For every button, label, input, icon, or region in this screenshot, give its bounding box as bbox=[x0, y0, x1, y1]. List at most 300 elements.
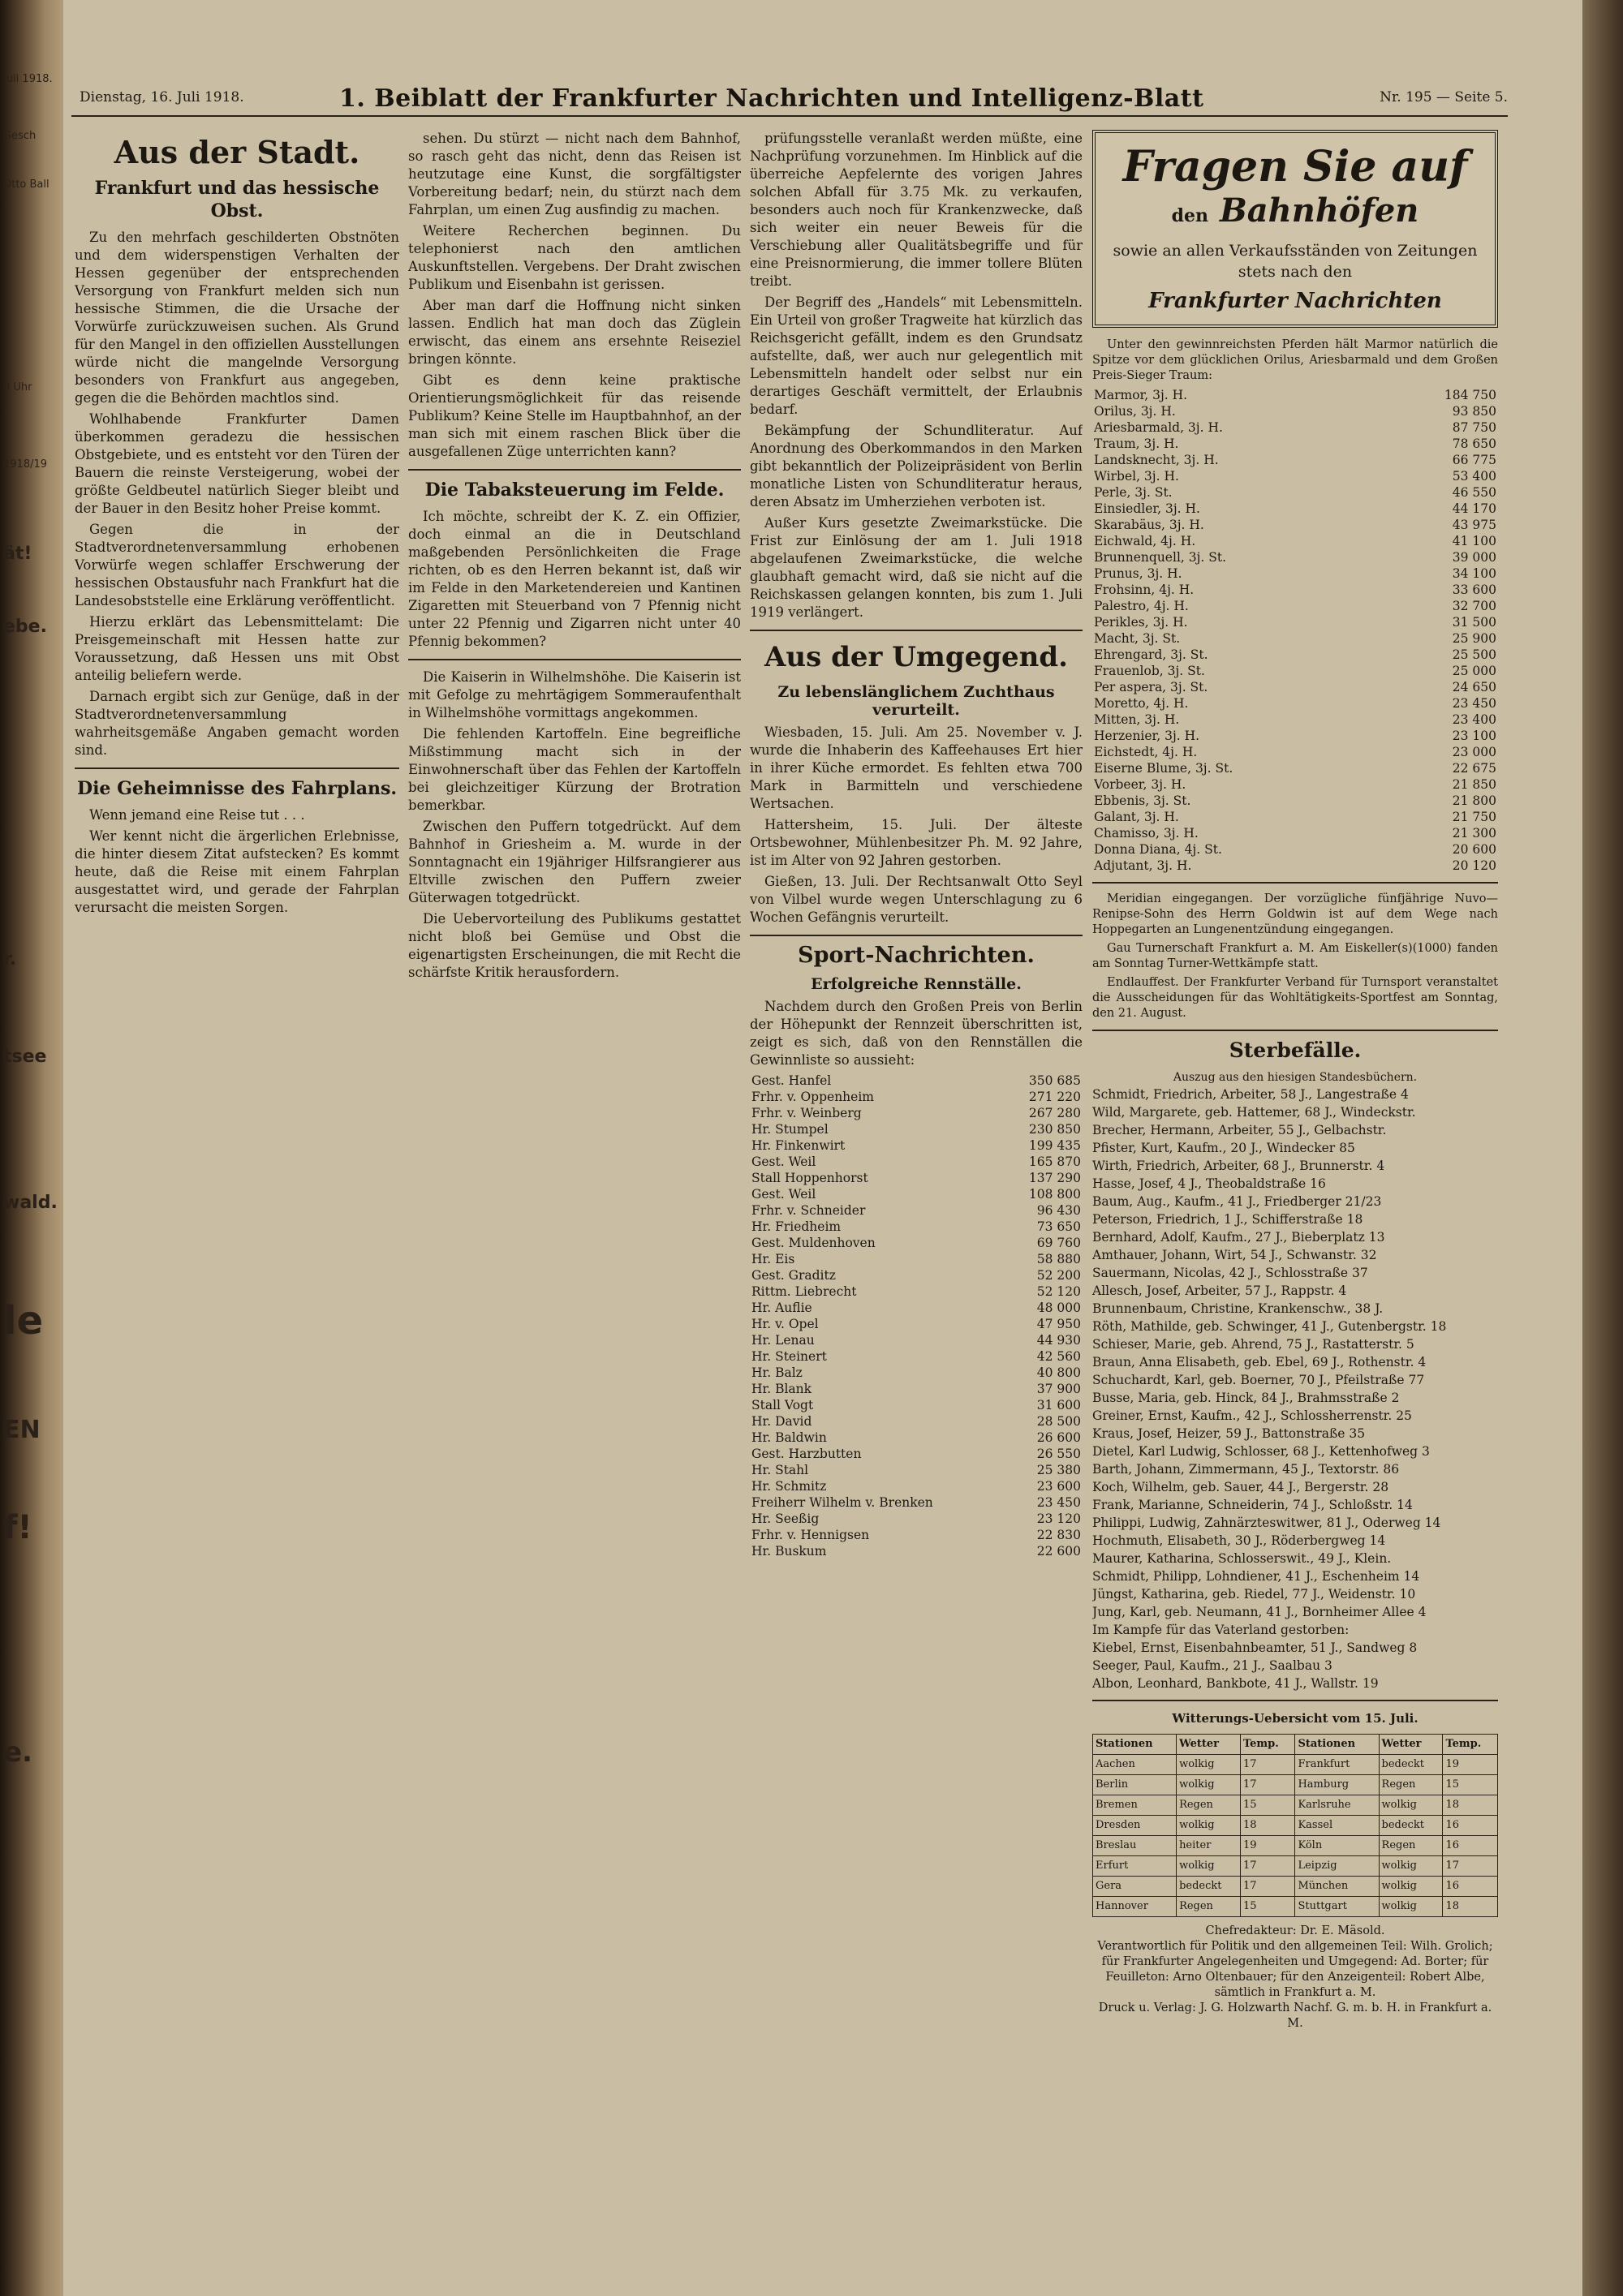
list-item bbox=[750, 1430, 1083, 1446]
weather-cell: Bremen bbox=[1093, 1795, 1177, 1816]
divider bbox=[1092, 882, 1498, 884]
spine-fragment: 1918/19 bbox=[3, 458, 48, 471]
weather-cell: München bbox=[1295, 1877, 1379, 1897]
stable-value: 28 500 bbox=[1036, 1414, 1081, 1429]
weather-cell: wolkig bbox=[1379, 1897, 1443, 1917]
horse-value: 184 750 bbox=[1444, 388, 1496, 402]
list-item bbox=[1092, 468, 1498, 484]
issue-date: Dienstag, 16. Juli 1918. bbox=[80, 89, 244, 105]
horse-value: 93 850 bbox=[1452, 404, 1496, 419]
stable-name: Frhr. v. Weinberg bbox=[751, 1106, 862, 1120]
death-entry: Peterson, Friedrich, 1 J., Schifferstraße 18 bbox=[1092, 1212, 1363, 1227]
horse-name: Frauenlob, 3j. St. bbox=[1094, 664, 1205, 678]
stable-value: 44 930 bbox=[1036, 1333, 1081, 1348]
list-item bbox=[750, 1154, 1083, 1170]
weather-cell: Köln bbox=[1295, 1836, 1379, 1856]
horse-name: Ebbenis, 3j. St. bbox=[1094, 793, 1191, 808]
advertisement-box bbox=[1092, 130, 1498, 328]
spine-fragment: wald. bbox=[3, 1193, 58, 1213]
list-item bbox=[750, 1121, 1083, 1137]
list-item bbox=[750, 1105, 1083, 1121]
death-entry: Jung, Karl, geb. Neumann, 41 J., Bornheimer Allee 4 bbox=[1092, 1605, 1427, 1619]
spine-fragment: Otto Ball bbox=[3, 178, 50, 191]
article-paragraph: Hattersheim, 15. Juli. Der älteste Ortsbewohner, Mühlenbesitzer Ph. M. 92 Jahre, ist im Alter von 92 Jahren gestorben. bbox=[750, 817, 1083, 868]
weather-cell: wolkig bbox=[1379, 1795, 1443, 1816]
weather-cell: 18 bbox=[1240, 1816, 1295, 1836]
stable-value: 69 760 bbox=[1036, 1236, 1081, 1250]
weather-cell: bedeckt bbox=[1177, 1877, 1241, 1897]
horse-name: Adjutant, 3j. H. bbox=[1094, 858, 1192, 873]
stable-name: Frhr. v. Oppenheim bbox=[751, 1090, 874, 1104]
horse-value: 25 000 bbox=[1452, 664, 1496, 678]
column-4 bbox=[1092, 130, 1498, 2255]
death-entry: Greiner, Ernst, Kaufm., 42 J., Schlossherrenstr. 25 bbox=[1092, 1408, 1412, 1423]
death-entry: Allesch, Josef, Arbeiter, 57 J., Rappstr. 4 bbox=[1092, 1283, 1347, 1298]
divider bbox=[1092, 1030, 1498, 1031]
article-paragraph: Wer kennt nicht die ärgerlichen Erlebnisse, die hinter diesem Zitat aufstecken? Es kommt heute, daß die Reise mit einem Fahrplan ausgestattet wird, und gerade der Fahrplan verursacht die meisten Sorgen. bbox=[75, 828, 399, 915]
list-item bbox=[1092, 582, 1498, 598]
horse-name: Frohsinn, 4j. H. bbox=[1094, 583, 1195, 597]
list-item bbox=[750, 1348, 1083, 1365]
list-item bbox=[1092, 533, 1498, 549]
stable-name: Hr. David bbox=[751, 1414, 812, 1429]
weather-cell: Stuttgart bbox=[1295, 1897, 1379, 1917]
article-paragraph: Weitere Recherchen beginnen. Du telephonierst nach den amtlichen Auskunftstellen. Vergebens. Der Draht zwischen Publikum und Eisenbahn ist gerissen. bbox=[408, 223, 741, 292]
horse-name: Eiserne Blume, 3j. St. bbox=[1094, 761, 1233, 776]
news-item: Zwischen den Puffern totgedrückt. Auf dem Bahnhof in Griesheim a. M. wurde in der Sonntagnacht ein 19jähriger Hilfsrangierer aus Eltville zwischen den Puffern zweier Güterwagen totgedrückt. bbox=[408, 819, 741, 905]
horse-value: 25 900 bbox=[1452, 631, 1496, 646]
weather-cell: Regen bbox=[1379, 1836, 1443, 1856]
article-paragraph: Gau Turnerschaft Frankfurt a. M. Am Eiskeller(s)(1000) fanden am Sonntag Turner-Wettkämpfe statt. bbox=[1092, 942, 1498, 970]
stable-value: 22 600 bbox=[1036, 1544, 1081, 1559]
horse-name: Skarabäus, 3j. H. bbox=[1094, 518, 1204, 532]
stable-name: Gest. Graditz bbox=[751, 1268, 836, 1283]
column-1 bbox=[75, 130, 399, 2255]
death-entry: Frank, Marianne, Schneiderin, 74 J., Schloßstr. 14 bbox=[1092, 1498, 1413, 1512]
stable-value: 31 600 bbox=[1036, 1398, 1081, 1412]
death-entry: Kraus, Josef, Heizer, 59 J., Battonstraße 35 bbox=[1092, 1426, 1366, 1441]
weather-header: Stationen bbox=[1295, 1735, 1379, 1755]
spine-fragment: ebe. bbox=[3, 617, 47, 637]
weather-cell: Leipzig bbox=[1295, 1856, 1379, 1877]
list-item bbox=[750, 1202, 1083, 1219]
stable-name: Hr. Auflie bbox=[751, 1301, 812, 1315]
table-row bbox=[1093, 1755, 1498, 1775]
divider bbox=[75, 767, 399, 769]
horse-name: Eichwald, 4j. H. bbox=[1094, 534, 1196, 548]
stable-name: Gest. Hanfel bbox=[751, 1073, 832, 1088]
weather-header: Temp. bbox=[1240, 1735, 1295, 1755]
article-paragraph: Wenn jemand eine Reise tut . . . bbox=[89, 807, 305, 823]
stable-value: 37 900 bbox=[1036, 1382, 1081, 1396]
article-paragraph: Gibt es denn keine praktische Orientierungsmöglichkeit für das reisende Publikum? Keine Stelle im Hauptbahnhof, an der man sich mit einem raschen Blick über die ausgefallenen Züge unterrichten kann? bbox=[408, 372, 741, 459]
divider bbox=[1092, 1700, 1498, 1701]
horse-name: Orilus, 3j. H. bbox=[1094, 404, 1176, 419]
list-item bbox=[750, 1446, 1083, 1462]
horse-value: 23 000 bbox=[1452, 745, 1496, 759]
spine-fragment: Juli 1918. bbox=[3, 73, 53, 85]
horse-value: 66 775 bbox=[1452, 453, 1496, 467]
death-entry: Bernhard, Adolf, Kaufm., 27 J., Bieberplatz 13 bbox=[1092, 1230, 1385, 1245]
stable-name: Rittm. Liebrecht bbox=[751, 1284, 857, 1299]
stable-value: 58 880 bbox=[1036, 1252, 1081, 1266]
horse-name: Chamisso, 3j. H. bbox=[1094, 826, 1199, 841]
stable-value: 73 650 bbox=[1036, 1219, 1081, 1234]
list-item bbox=[750, 1494, 1083, 1511]
table-row bbox=[1093, 1816, 1498, 1836]
horse-value: 22 675 bbox=[1452, 761, 1496, 776]
stable-name: Frhr. v. Hennigsen bbox=[751, 1528, 870, 1542]
horses-table bbox=[1092, 387, 1498, 874]
stable-name: Hr. Buskum bbox=[751, 1544, 827, 1559]
weather-cell: 16 bbox=[1443, 1816, 1498, 1836]
horse-value: 43 975 bbox=[1452, 518, 1496, 532]
death-entry: Maurer, Katharina, Schlosserswit., 49 J., Klein. bbox=[1092, 1551, 1392, 1566]
horse-name: Donna Diana, 4j. St. bbox=[1094, 842, 1222, 857]
list-item bbox=[1092, 858, 1498, 874]
stable-name: Hr. Blank bbox=[751, 1382, 812, 1396]
stable-value: 350 685 bbox=[1028, 1073, 1081, 1088]
death-entry: Hochmuth, Elisabeth, 30 J., Röderbergweg 14 bbox=[1092, 1533, 1386, 1548]
news-item: Die fehlenden Kartoffeln. Eine begreifliche Mißstimmung macht sich in der Einwohnerschaft über das Fehlen der Kartoffeln bei gleichzeitiger Kürzung der Brotration bemerkbar. bbox=[408, 726, 741, 813]
section-title: Sport-Nachrichten. bbox=[798, 943, 1035, 968]
weather-cell: 19 bbox=[1240, 1836, 1295, 1856]
weather-cell: Dresden bbox=[1093, 1816, 1177, 1836]
weather-cell: wolkig bbox=[1379, 1877, 1443, 1897]
list-item bbox=[1092, 501, 1498, 517]
weather-cell: Aachen bbox=[1093, 1755, 1177, 1775]
stable-name: Hr. Friedheim bbox=[751, 1219, 842, 1234]
weather-header: Temp. bbox=[1443, 1735, 1498, 1755]
weather-title: Witterungs-Uebersicht vom 15. Juli. bbox=[1172, 1711, 1419, 1726]
weather-cell: Regen bbox=[1177, 1897, 1241, 1917]
death-entry: Seeger, Paul, Kaufm., 21 J., Saalbau 3 bbox=[1092, 1658, 1332, 1673]
horse-name: Wirbel, 3j. H. bbox=[1094, 469, 1179, 484]
weather-cell: Hamburg bbox=[1295, 1775, 1379, 1795]
weather-cell: wolkig bbox=[1379, 1856, 1443, 1877]
spine-fragment: 8 Uhr bbox=[3, 381, 32, 393]
stable-value: 52 120 bbox=[1036, 1284, 1081, 1299]
horse-value: 44 170 bbox=[1452, 501, 1496, 516]
list-item bbox=[750, 1478, 1083, 1494]
weather-cell: Erfurt bbox=[1093, 1856, 1177, 1877]
article-paragraph: Bekämpfung der Schundliteratur. Auf Anordnung des Oberkommandos in den Marken gibt bekanntlich der Polizeipräsident von Berlin monatliche Listen von Schundliteratur heraus, deren Absatz im Umherziehen verboten ist. bbox=[750, 423, 1083, 510]
death-entry: Wild, Margarete, geb. Hattemer, 68 J., Windeckstr. bbox=[1092, 1105, 1416, 1120]
spine-fragment: le bbox=[3, 1298, 44, 1344]
ad-line: den bbox=[1171, 205, 1209, 226]
death-entry: Dietel, Karl Ludwig, Schlosser, 68 J., Kettenhofweg 3 bbox=[1092, 1444, 1430, 1459]
list-item bbox=[1092, 419, 1498, 436]
stable-value: 23 120 bbox=[1036, 1511, 1081, 1526]
death-entry: Amthauer, Johann, Wirt, 54 J., Schwanstr. 32 bbox=[1092, 1248, 1377, 1262]
spine-fragment: EN bbox=[3, 1416, 41, 1444]
article-paragraph: Meridian eingegangen. Der vorzügliche fünfjährige Nuvo—Renipse-Sohn des Herrn Goldwin ist auf dem Wege nach Hoppegarten an Lungenentzündung eingegangen. bbox=[1092, 892, 1498, 936]
list-item bbox=[750, 1251, 1083, 1267]
divider bbox=[750, 935, 1083, 936]
horse-value: 31 500 bbox=[1452, 615, 1496, 630]
page-title: 1. Beiblatt der Frankfurter Nachrichten und Intelligenz-Blatt bbox=[339, 84, 1204, 113]
deaths-list bbox=[1092, 1086, 1498, 1692]
stable-value: 23 450 bbox=[1036, 1495, 1081, 1510]
death-entry: Braun, Anna Elisabeth, geb. Ebel, 69 J., Rothenstr. 4 bbox=[1092, 1355, 1427, 1369]
list-item bbox=[750, 1381, 1083, 1397]
death-entry: Koch, Wilhelm, geb. Sauer, 44 J., Bergerstr. 28 bbox=[1092, 1480, 1389, 1494]
stable-value: 25 380 bbox=[1036, 1463, 1081, 1477]
weather-cell: 17 bbox=[1443, 1856, 1498, 1877]
spine-fragment: r. bbox=[3, 949, 17, 970]
list-item bbox=[750, 1267, 1083, 1283]
list-item bbox=[750, 1073, 1083, 1089]
horse-name: Moretto, 4j. H. bbox=[1094, 696, 1189, 711]
death-entry: Barth, Johann, Zimmermann, 45 J., Textorstr. 86 bbox=[1092, 1462, 1400, 1477]
horse-value: 34 100 bbox=[1452, 566, 1496, 581]
column-3 bbox=[750, 130, 1083, 2255]
book-spine-gutter bbox=[0, 0, 63, 2296]
weather-cell: 17 bbox=[1240, 1775, 1295, 1795]
list-item bbox=[1092, 825, 1498, 841]
list-item bbox=[1092, 728, 1498, 744]
horse-value: 21 850 bbox=[1452, 777, 1496, 792]
list-item bbox=[1092, 663, 1498, 679]
section-title: Aus der Umgegend. bbox=[764, 641, 1068, 673]
death-entry: Pfister, Kurt, Kaufm., 20 J., Windecker 85 bbox=[1092, 1141, 1355, 1155]
imprint-line: Druck u. Verlag: J. G. Holzwarth Nachf. G. m. b. H. in Frankfurt a. M. bbox=[1098, 2001, 1492, 2030]
stable-value: 23 600 bbox=[1036, 1479, 1081, 1494]
list-item bbox=[1092, 841, 1498, 858]
death-entry: Im Kampfe für das Vaterland gestorben: bbox=[1092, 1623, 1350, 1637]
death-entry: Philippi, Ludwig, Zahnärzteswitwer, 81 J., Oderweg 14 bbox=[1092, 1516, 1441, 1530]
list-item bbox=[750, 1219, 1083, 1235]
news-item: Die Uebervorteilung des Publikums gestattet nicht bloß bei Gemüse und Obst die eigenartigsten Erscheinungen, die mit Recht die schärfste Kritik herausfordern. bbox=[408, 911, 741, 980]
list-item bbox=[1092, 565, 1498, 582]
spine-fragment: e. bbox=[3, 1736, 32, 1769]
section-subtitle: Auszug aus den hiesigen Standesbüchern. bbox=[1173, 1071, 1418, 1084]
list-item bbox=[750, 1316, 1083, 1332]
stable-value: 108 800 bbox=[1028, 1187, 1081, 1202]
stable-value: 26 550 bbox=[1036, 1447, 1081, 1461]
article-headline: Erfolgreiche Rennställe. bbox=[811, 975, 1022, 993]
article-paragraph: Ich möchte, schreibt der K. Z. ein Offizier, doch einmal an die in Deutschland maßgebenden Persönlichkeiten die Frage richten, ob es den Herren bekannt ist, daß wir im Felde in den Marketendereien und Kantinen Zigaretten mit Steuerband von 7 Pfennig nicht unter 22 Pfennig und Zigarren nicht unter 40 Pfennig bekommen? bbox=[408, 509, 741, 649]
list-item bbox=[1092, 549, 1498, 565]
table-row bbox=[1093, 1856, 1498, 1877]
horse-value: 23 100 bbox=[1452, 729, 1496, 743]
list-item bbox=[750, 1365, 1083, 1381]
table-row bbox=[1093, 1795, 1498, 1816]
death-entry: Brunnenbaum, Christine, Krankenschw., 38 J. bbox=[1092, 1301, 1384, 1316]
stable-value: 26 600 bbox=[1036, 1430, 1081, 1445]
divider bbox=[750, 630, 1083, 631]
list-item bbox=[1092, 598, 1498, 614]
stable-name: Gest. Harzbutten bbox=[751, 1447, 862, 1461]
stable-name: Stall Vogt bbox=[751, 1398, 814, 1412]
stable-name: Gest. Muldenhoven bbox=[751, 1236, 876, 1250]
list-item bbox=[750, 1332, 1083, 1348]
death-entry: Schuchardt, Karl, geb. Boerner, 70 J., Pfeilstraße 77 bbox=[1092, 1373, 1425, 1387]
page-number: Nr. 195 — Seite 5. bbox=[1380, 89, 1508, 105]
weather-cell: bedeckt bbox=[1379, 1755, 1443, 1775]
list-item bbox=[1092, 647, 1498, 663]
weather-cell: wolkig bbox=[1177, 1755, 1241, 1775]
imprint-line: Chefredakteur: Dr. E. Mäsold. bbox=[1205, 1924, 1385, 1937]
stable-value: 271 220 bbox=[1028, 1090, 1081, 1104]
list-item bbox=[1092, 436, 1498, 452]
stable-name: Hr. Baldwin bbox=[751, 1430, 827, 1445]
list-item bbox=[1092, 760, 1498, 776]
death-entry: Jüngst, Katharina, geb. Riedel, 77 J., Weidenstr. 10 bbox=[1092, 1587, 1416, 1602]
spine-fragment: ät! bbox=[3, 544, 32, 564]
horse-value: 20 120 bbox=[1452, 858, 1496, 873]
weather-cell: 18 bbox=[1443, 1795, 1498, 1816]
list-item bbox=[1092, 387, 1498, 403]
horse-name: Macht, 3j. St. bbox=[1094, 631, 1181, 646]
list-item bbox=[750, 1543, 1083, 1559]
weather-cell: wolkig bbox=[1177, 1856, 1241, 1877]
weather-cell: Hannover bbox=[1093, 1897, 1177, 1917]
article-paragraph: Endlauffest. Der Frankfurter Verband für Turnsport veranstaltet die Ausscheidungen für das Wohltätigkeits-Sportfest am Sonntag, den 21. August. bbox=[1092, 976, 1498, 1020]
spine-fragment: f! bbox=[3, 1509, 32, 1546]
imprint bbox=[1092, 1924, 1498, 2032]
ad-line: Fragen Sie auf bbox=[1122, 142, 1468, 191]
article-paragraph: Wohlhabende Frankfurter Damen überkommen geradezu die hessischen Obstgebiete, und es entsteht vor den Türen der Bauern die reinste Versteigerung, wobei der größte Geldbeutel natürlich Sieger bleibt und der Bauer in den Besitz hoher Preise kommt. bbox=[75, 411, 399, 516]
list-item bbox=[1092, 614, 1498, 630]
stable-value: 230 850 bbox=[1028, 1122, 1081, 1137]
horse-value: 87 750 bbox=[1452, 420, 1496, 435]
weather-cell: 18 bbox=[1443, 1897, 1498, 1917]
article-paragraph: Wiesbaden, 15. Juli. Am 25. November v. J. wurde die Inhaberin des Kaffeehauses Ert hier in ihrer Küche ermordet. Es fehlten etwa 700 Mark in Barmitteln und verschiedene Wertsachen. bbox=[750, 724, 1083, 811]
death-entry: Albon, Leonhard, Bankbote, 41 J., Wallstr. 19 bbox=[1092, 1676, 1379, 1691]
article-paragraph: Außer Kurs gesetzte Zweimarkstücke. Die Frist zur Einlösung der am 1. Juli 1918 abgelaufenen Zweimarkstücke, die welche glaubhaft gemacht wird, daß sie nicht auf die Reichskassen gelangen konnten, bis zum 1. Juli 1919 verlängert. bbox=[750, 515, 1083, 620]
list-item bbox=[1092, 712, 1498, 728]
stable-value: 199 435 bbox=[1028, 1138, 1081, 1153]
horse-name: Perle, 3j. St. bbox=[1094, 485, 1173, 500]
death-entry: Schmidt, Friedrich, Arbeiter, 58 J., Langestraße 4 bbox=[1092, 1087, 1409, 1102]
horse-name: Ehrengard, 3j. St. bbox=[1094, 647, 1208, 662]
list-item bbox=[1092, 744, 1498, 760]
list-item bbox=[750, 1397, 1083, 1413]
horse-name: Eichstedt, 4j. H. bbox=[1094, 745, 1198, 759]
table-row bbox=[1093, 1836, 1498, 1856]
page-edge bbox=[1582, 0, 1623, 2296]
horse-name: Galant, 3j. H. bbox=[1094, 810, 1179, 824]
stable-name: Frhr. v. Schneider bbox=[751, 1203, 866, 1218]
death-entry: Wirth, Friedrich, Arbeiter, 68 J., Brunnerstr. 4 bbox=[1092, 1159, 1385, 1173]
ad-line: Bahnhöfen bbox=[1219, 191, 1419, 230]
horse-value: 20 600 bbox=[1452, 842, 1496, 857]
stable-name: Stall Hoppenhorst bbox=[751, 1171, 868, 1185]
article-paragraph: Zu den mehrfach geschilderten Obstnöten und dem widerspenstigen Verhalten der Hessen gegenüber der entsprechenden Versorgung von Frankfurt melden sich nun hessische Stimmen, die die Ursache der Vorwürfe zurückzuweisen suchen. Als Grund für den Mangel in den offiziellen Ausstellungen würde nicht die mangelnde Versorgung besonders von Frankfurt aus angegeben, gegen die die Behörden machtlos sind. bbox=[75, 230, 399, 406]
horse-value: 23 450 bbox=[1452, 696, 1496, 711]
table-row bbox=[1093, 1897, 1498, 1917]
newspaper-page bbox=[63, 0, 1582, 2296]
horse-value: 21 300 bbox=[1452, 826, 1496, 841]
table-row bbox=[1093, 1775, 1498, 1795]
horse-name: Einsiedler, 3j. H. bbox=[1094, 501, 1200, 516]
stable-value: 47 950 bbox=[1036, 1317, 1081, 1331]
stable-value: 22 830 bbox=[1036, 1528, 1081, 1542]
weather-cell: Karlsruhe bbox=[1295, 1795, 1379, 1816]
horse-name: Perikles, 3j. H. bbox=[1094, 615, 1188, 630]
stable-name: Hr. Finkenwirt bbox=[751, 1138, 846, 1153]
stable-name: Hr. Balz bbox=[751, 1365, 803, 1380]
weather-cell: heiter bbox=[1177, 1836, 1241, 1856]
horse-name: Per aspera, 3j. St. bbox=[1094, 680, 1208, 694]
weather-table bbox=[1092, 1734, 1498, 1917]
stable-value: 165 870 bbox=[1028, 1154, 1081, 1169]
weather-cell: 16 bbox=[1443, 1836, 1498, 1856]
weather-cell: bedeckt bbox=[1379, 1816, 1443, 1836]
stable-name: Hr. Stahl bbox=[751, 1463, 809, 1477]
stable-value: 48 000 bbox=[1036, 1301, 1081, 1315]
stable-name: Hr. Lenau bbox=[751, 1333, 815, 1348]
stable-name: Hr. Steinert bbox=[751, 1349, 827, 1364]
weather-cell: Regen bbox=[1177, 1795, 1241, 1816]
stable-value: 52 200 bbox=[1036, 1268, 1081, 1283]
news-item: Die Kaiserin in Wilhelmshöhe. Die Kaiserin ist mit Gefolge zu mehrtägigem Sommeraufenthalt in Wilhelmshöhe vormittags angekommen. bbox=[408, 669, 741, 720]
horse-value: 41 100 bbox=[1452, 534, 1496, 548]
list-item bbox=[750, 1170, 1083, 1186]
divider bbox=[408, 659, 741, 660]
page-header bbox=[71, 81, 1508, 117]
section-title: Aus der Stadt. bbox=[114, 134, 360, 170]
weather-cell: 16 bbox=[1443, 1877, 1498, 1897]
horse-name: Ariesbarmald, 3j. H. bbox=[1094, 420, 1223, 435]
death-entry: Sauermann, Nicolas, 42 J., Schlosstraße 37 bbox=[1092, 1266, 1368, 1280]
horse-name: Herzenier, 3j. H. bbox=[1094, 729, 1200, 743]
weather-cell: Regen bbox=[1379, 1775, 1443, 1795]
death-entry: Schmidt, Philipp, Lohndiener, 41 J., Eschenheim 14 bbox=[1092, 1569, 1420, 1584]
horse-value: 24 650 bbox=[1452, 680, 1496, 694]
article-headline: Frankfurt und das hessische Obst. bbox=[94, 178, 380, 221]
horse-value: 21 750 bbox=[1452, 810, 1496, 824]
article-paragraph: Aber man darf die Hoffnung nicht sinken lassen. Endlich hat man doch das Züglein erwischt, das einem ans ersehnte Reiseziel bringen könnte. bbox=[408, 298, 741, 367]
horse-name: Marmor, 3j. H. bbox=[1094, 388, 1188, 402]
death-entry: Hasse, Josef, 4 J., Theobaldstraße 16 bbox=[1092, 1176, 1326, 1191]
weather-cell: 17 bbox=[1240, 1877, 1295, 1897]
horse-value: 25 500 bbox=[1452, 647, 1496, 662]
column-2 bbox=[408, 130, 741, 2255]
horse-value: 46 550 bbox=[1452, 485, 1496, 500]
horse-name: Traum, 3j. H. bbox=[1094, 436, 1179, 451]
divider bbox=[408, 469, 741, 471]
list-item bbox=[1092, 793, 1498, 809]
stable-name: Hr. Eis bbox=[751, 1252, 795, 1266]
list-item bbox=[1092, 776, 1498, 793]
list-item bbox=[750, 1235, 1083, 1251]
stable-name: Hr. Stumpel bbox=[751, 1122, 829, 1137]
stables-table bbox=[750, 1073, 1083, 1559]
list-item bbox=[750, 1413, 1083, 1430]
stable-name: Gest. Weil bbox=[751, 1154, 816, 1169]
death-entry: Baum, Aug., Kaufm., 41 J., Friedberger 21/23 bbox=[1092, 1194, 1382, 1209]
article-paragraph: Gegen die in der Stadtverordnetenversammlung erhobenen Vorwürfe wegen schlaffer Erschwerung der hessischen Obstausfuhr nach Frankfurt hat die Landesobststelle eine Erklärung veröffentlicht. bbox=[75, 522, 399, 608]
table-row bbox=[1093, 1877, 1498, 1897]
horse-name: Brunnenquell, 3j. St. bbox=[1094, 550, 1227, 565]
article-paragraph: Hierzu erklärt das Lebensmittelamt: Die Preisgemeinschaft mit Hessen hatte zur Voraussetzung, daß Hessen uns mit Obst anteilig beliefern werde. bbox=[75, 614, 399, 683]
weather-cell: 15 bbox=[1443, 1775, 1498, 1795]
list-item bbox=[750, 1527, 1083, 1543]
weather-header: Wetter bbox=[1379, 1735, 1443, 1755]
section-title: Sterbefälle. bbox=[1229, 1038, 1362, 1062]
list-item bbox=[1092, 517, 1498, 533]
horse-value: 21 800 bbox=[1452, 793, 1496, 808]
ad-line: sowie an allen Verkaufsständen von Zeitungen stets nach den bbox=[1113, 242, 1478, 281]
weather-cell: 17 bbox=[1240, 1856, 1295, 1877]
list-item bbox=[1092, 679, 1498, 695]
article-headline: Die Geheimnisse des Fahrplans. bbox=[76, 778, 397, 799]
weather-cell: 15 bbox=[1240, 1897, 1295, 1917]
list-item bbox=[750, 1511, 1083, 1527]
weather-cell: Frankfurt bbox=[1295, 1755, 1379, 1775]
